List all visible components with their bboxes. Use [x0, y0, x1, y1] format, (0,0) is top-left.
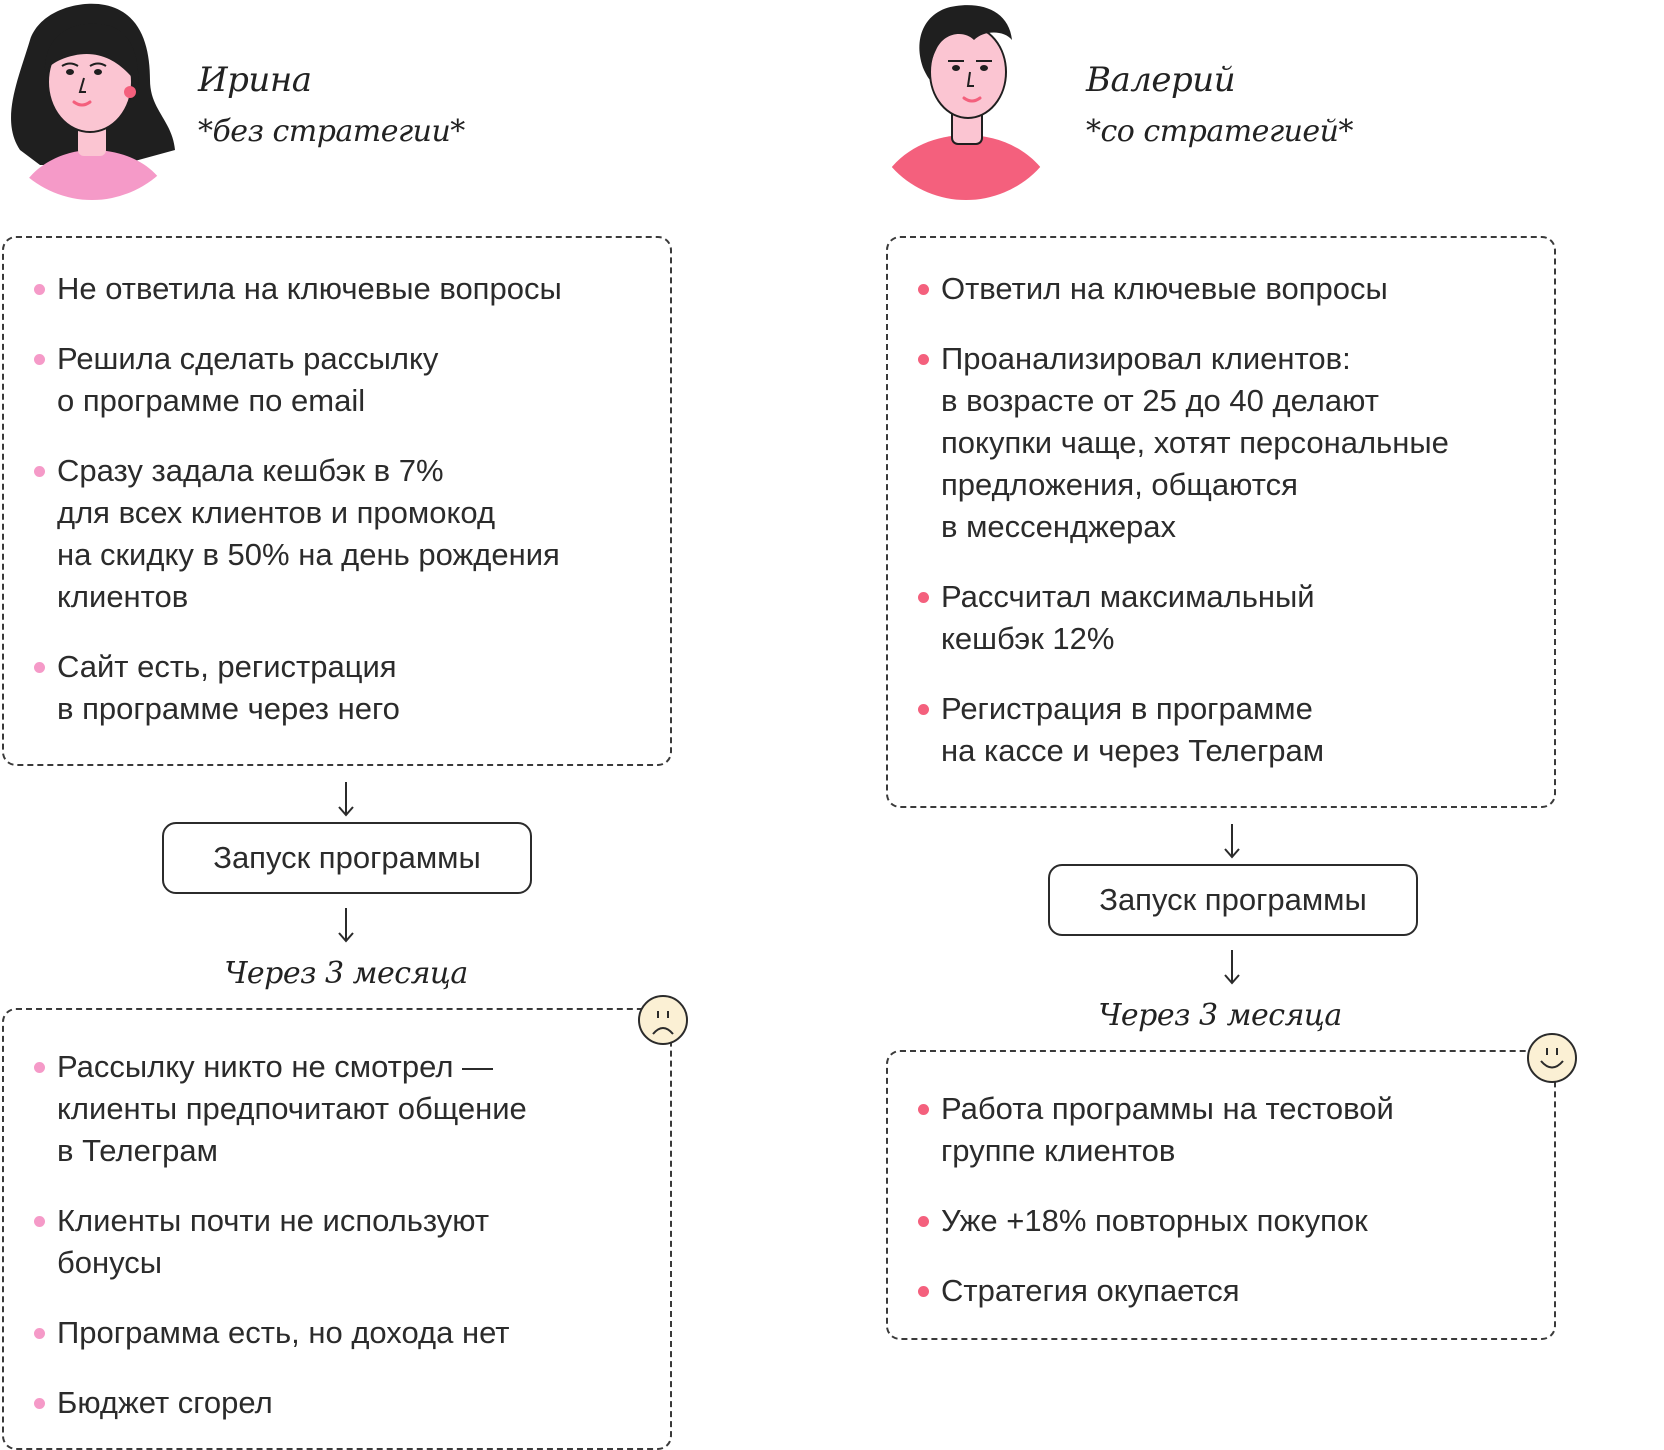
irina-subtitle: *без стратегии* [198, 114, 465, 149]
result-text: Работа программы на тестовой группе клиентов [941, 1091, 1394, 1168]
valeriy-plan-box [886, 236, 1556, 808]
list-item [4, 1312, 670, 1354]
arrow-down-icon [1222, 822, 1242, 860]
arrow-down-icon [336, 906, 356, 944]
plan-text: Решила сделать рассылку о программе по email [57, 341, 439, 418]
valeriy-results-box [886, 1050, 1556, 1340]
valeriy-subtitle: *со стратегией* [1086, 114, 1353, 149]
list-item [4, 268, 670, 310]
bullet-dot [34, 1216, 45, 1227]
list-item [4, 1046, 670, 1172]
man-avatar-icon [884, 0, 1054, 200]
result-text: Уже +18% повторных покупок [941, 1203, 1368, 1238]
list-item [4, 338, 670, 422]
bullet-dot [918, 1286, 929, 1297]
plan-text: Не ответила на ключевые вопросы [57, 271, 562, 306]
bullet-dot [918, 704, 929, 715]
irina-results-box [2, 1008, 672, 1450]
woman-avatar-icon [0, 0, 180, 200]
valeriy-after-label: Через 3 месяца [1098, 998, 1342, 1033]
irina-name: Ирина [198, 60, 312, 100]
list-item [888, 1270, 1554, 1312]
list-item [888, 268, 1554, 310]
sad-face-icon [637, 994, 689, 1046]
valeriy-name: Валерий [1086, 60, 1236, 100]
bullet-dot [34, 1398, 45, 1409]
list-item [4, 1382, 670, 1424]
list-item [888, 1088, 1554, 1172]
happy-face-icon [1526, 1032, 1578, 1084]
plan-text: Регистрация в программе на кассе и через Телеграм [941, 691, 1325, 768]
bullet-dot [34, 466, 45, 477]
bullet-dot [34, 284, 45, 295]
list-item [888, 338, 1554, 548]
irina-launch-box: Запуск программы [162, 822, 532, 894]
plan-text: Проанализировал клиентов: в возрасте от 25 до 40 делают покупки чаще, хотят персональные предложения, общаются в мессенджерах [941, 341, 1449, 544]
bullet-dot [918, 354, 929, 365]
list-item [888, 576, 1554, 660]
list-item [888, 1200, 1554, 1242]
list-item [4, 646, 670, 730]
plan-text: Сразу задала кешбэк в 7% для всех клиентов и промокод на скидку в 50% на день рождения клиентов [57, 453, 560, 614]
bullet-dot [918, 1104, 929, 1115]
result-text: Клиенты почти не используют бонусы [57, 1203, 490, 1280]
bullet-dot [918, 592, 929, 603]
valeriy-launch-box: Запуск программы [1048, 864, 1418, 936]
list-item [4, 1200, 670, 1284]
list-item [4, 450, 670, 618]
bullet-dot [918, 1216, 929, 1227]
irina-plan-box [2, 236, 672, 766]
bullet-dot [34, 1062, 45, 1073]
arrow-down-icon [336, 780, 356, 818]
result-text: Бюджет сгорел [57, 1385, 273, 1420]
bullet-dot [918, 284, 929, 295]
plan-text: Сайт есть, регистрация в программе через него [57, 649, 400, 726]
result-text: Рассылку никто не смотрел — клиенты предпочитают общение в Телеграм [57, 1049, 527, 1168]
bullet-dot [34, 354, 45, 365]
result-text: Стратегия окупается [941, 1273, 1240, 1308]
list-item [888, 688, 1554, 772]
plan-text: Ответил на ключевые вопросы [941, 271, 1388, 306]
bullet-dot [34, 1328, 45, 1339]
plan-text: Рассчитал максимальный кешбэк 12% [941, 579, 1315, 656]
result-text: Программа есть, но дохода нет [57, 1315, 510, 1350]
arrow-down-icon [1222, 948, 1242, 986]
bullet-dot [34, 662, 45, 673]
irina-after-label: Через 3 месяца [224, 956, 468, 991]
